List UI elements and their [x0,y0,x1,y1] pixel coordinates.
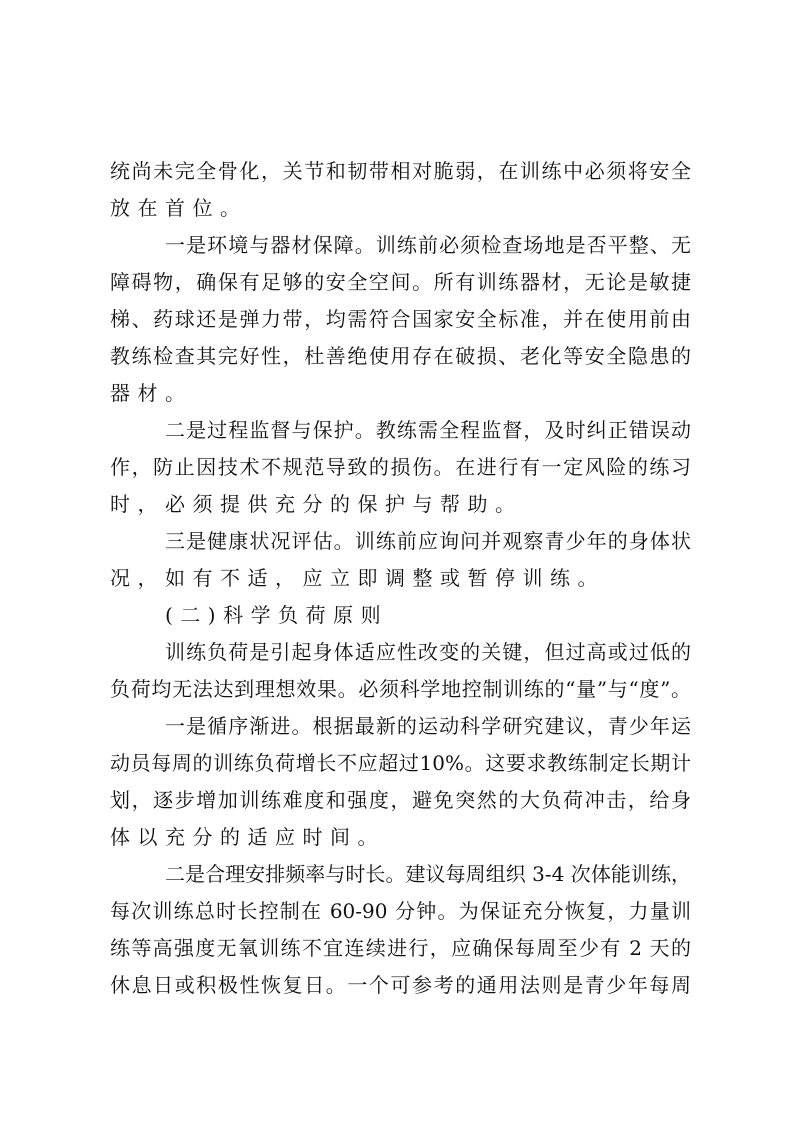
text-line: 一是环境与器材保障。训练前必须检查场地是否平整、无 [165,233,691,257]
text-line: 负荷均无法达到理想效果。必须科学地控制训练的“量”与“度”。 [110,677,691,701]
text-line: 作，防止因技术不规范导致的损伤。在进行有一定风险的练习 [110,455,691,479]
text-line: 梯、药球还是弹力带，均需符合国家安全标准，并在使用前由 [110,307,691,331]
text-line: 休息日或积极性恢复日。一个可参考的通用法则是青少年每周 [110,973,691,997]
text-line: 教练检查其完好性，杜善绝使用存在破损、老化等安全隐患的 [110,344,691,368]
text-line: 划，逐步增加训练难度和强度，避免突然的大负荷冲击，给身 [110,788,691,812]
text-line: 障碍物，确保有足够的安全空间。所有训练器材，无论是敏捷 [110,270,691,294]
text-line: 一是循序渐进。根据最新的运动科学研究建议，青少年运 [165,714,691,738]
text-line: (二)科学负荷原则 [165,603,389,627]
text-line: 统尚未完全骨化，关节和韧带相对脆弱，在训练中必须将安全 [110,159,691,183]
text-line: 放在首位。 [110,196,248,220]
text-line: 训练负荷是引起身体适应性改变的关键，但过高或过低的 [165,640,691,664]
text-line: 二是过程监督与保护。教练需全程监督，及时纠正错误动 [165,418,691,442]
text-line: 体以充分的适应时间。 [110,825,385,849]
text-line: 动员每周的训练负荷增长不应超过10%。这要求教练制定长期计 [110,751,691,775]
text-line: 二是合理安排频率与时长。建议每周组织 3-4 次体能训练， [165,862,691,886]
body-text [110,153,691,1004]
text-line: 三是健康状况评估。训练前应询问并观察青少年的身体状 [165,529,691,553]
text-line: 器材。 [110,381,193,405]
text-line: 练等高强度无氧训练不宜连续进行，应确保每周至少有 2 天的 [110,936,691,960]
text-line: 时，必须提供充分的保护与帮助。 [110,492,523,516]
text-line: 每次训练总时长控制在 60-90 分钟。为保证充分恢复，力量训 [110,899,691,923]
text-line: 况，如有不适，应立即调整或暂停训练。 [110,566,605,590]
